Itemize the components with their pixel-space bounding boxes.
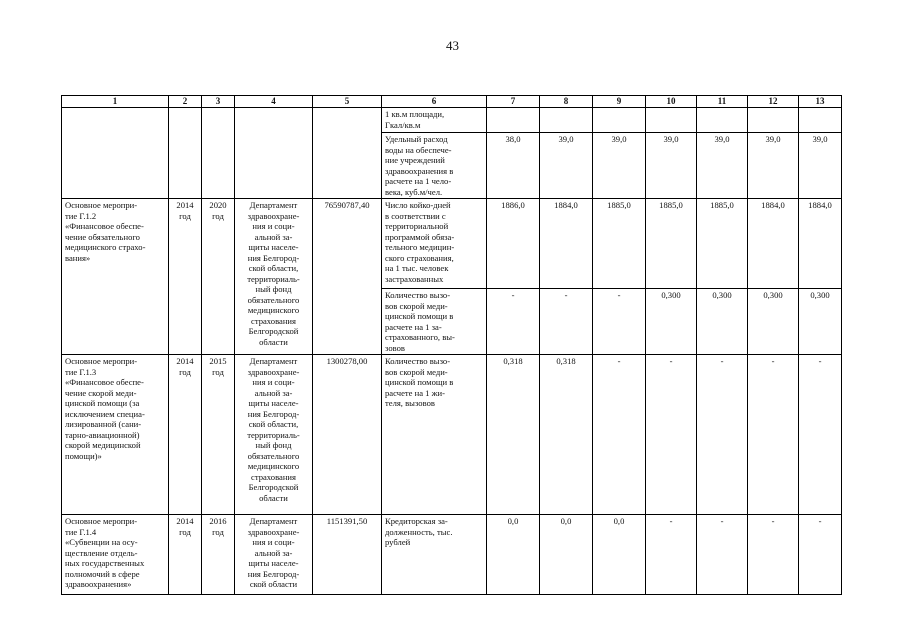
value-cell: -: [593, 289, 646, 355]
header-cell: 5: [313, 96, 382, 108]
value-cell: 39,0: [748, 133, 799, 199]
value-cell: 0,0: [593, 515, 646, 595]
value-cell: -: [697, 355, 748, 515]
start-year-cell: 2014 год: [169, 515, 202, 595]
value-cell: 0,300: [646, 289, 697, 355]
indicator-cell: Число койко-дней в соответствии с территориальной программой обяза- тельного медицин- ского страхования, на 1 тыс. человек застрахованных: [382, 199, 487, 289]
value-cell: 0,0: [540, 515, 593, 595]
header-cell: 11: [697, 96, 748, 108]
value-cell: -: [646, 355, 697, 515]
end-year-cell: 2020 год: [202, 199, 235, 355]
header-cell: 4: [235, 96, 313, 108]
header-row: [62, 96, 842, 108]
end-year-cell: 2016 год: [202, 515, 235, 595]
value-cell: -: [487, 289, 540, 355]
value-cell: [487, 108, 540, 133]
executor-cell: Департамент здравоохране- ния и соци- альной за- щиты населе- ния Белгород- ской области, территориаль- ный фонд обязательного медицинского страхования Белгородской области: [235, 199, 313, 355]
table-row: [62, 199, 842, 289]
value-cell: 1884,0: [540, 199, 593, 289]
value-cell: -: [697, 515, 748, 595]
page-number: 43: [446, 38, 459, 53]
table-row: [62, 515, 842, 595]
amount-cell: 1151391,50: [313, 515, 382, 595]
executor-cell: Департамент здравоохране- ния и соци- альной за- щиты населе- ния Белгород- ской области: [235, 515, 313, 595]
value-cell: 39,0: [593, 133, 646, 199]
value-cell: 39,0: [799, 133, 842, 199]
amount-cell: [313, 108, 382, 199]
executor-cell: [235, 108, 313, 199]
header-cell: 13: [799, 96, 842, 108]
indicator-cell: Кредиторская за- долженность, тыс. рублей: [382, 515, 487, 595]
value-cell: 0,300: [748, 289, 799, 355]
amount-cell: 1300278,00: [313, 355, 382, 515]
header-cell: 8: [540, 96, 593, 108]
value-cell: 0,300: [799, 289, 842, 355]
value-cell: 1884,0: [748, 199, 799, 289]
activity-name-cell: Основное меропри- тие Г.1.2 «Финансовое обеспе- чение обязательного медицинского страхо- вания»: [62, 199, 169, 355]
header-cell: 10: [646, 96, 697, 108]
header-cell: 12: [748, 96, 799, 108]
indicator-cell: Удельный расход воды на обеспече- ние учреждений здравоохранения в расчете на 1 чело- века, куб.м/чел.: [382, 133, 487, 199]
header-cell: 9: [593, 96, 646, 108]
value-cell: -: [799, 355, 842, 515]
indicator-cell: Количество вызо- вов скорой меди- цинской помощи в расчете на 1 за- страхованного, вы- зовов: [382, 289, 487, 355]
value-cell: [646, 108, 697, 133]
header-cell: 6: [382, 96, 487, 108]
value-cell: 1885,0: [697, 199, 748, 289]
activity-name-cell: Основное меропри- тие Г.1.3 «Финансовое обеспе- чение скорой меди- цинской помощи (за исключением специа- лизированной (сани- тарно-авиационной) скорой медицинской помощи)»: [62, 355, 169, 515]
value-cell: -: [799, 515, 842, 595]
value-cell: 39,0: [540, 133, 593, 199]
end-year-cell: [202, 108, 235, 199]
value-cell: 1886,0: [487, 199, 540, 289]
header-cell: 1: [62, 96, 169, 108]
value-cell: [593, 108, 646, 133]
start-year-cell: 2014 год: [169, 355, 202, 515]
value-cell: 39,0: [646, 133, 697, 199]
amount-cell: 76590787,40: [313, 199, 382, 355]
value-cell: -: [748, 355, 799, 515]
value-cell: -: [748, 515, 799, 595]
value-cell: [540, 108, 593, 133]
end-year-cell: 2015 год: [202, 355, 235, 515]
value-cell: -: [646, 515, 697, 595]
activity-name-cell: [62, 108, 169, 199]
table-row: [62, 355, 842, 515]
value-cell: [697, 108, 748, 133]
value-cell: [799, 108, 842, 133]
table-row: [62, 108, 842, 133]
header-cell: 7: [487, 96, 540, 108]
value-cell: 1885,0: [593, 199, 646, 289]
value-cell: 0,318: [487, 355, 540, 515]
start-year-cell: 2014 год: [169, 199, 202, 355]
header-cell: 2: [169, 96, 202, 108]
value-cell: 1885,0: [646, 199, 697, 289]
value-cell: -: [540, 289, 593, 355]
value-cell: -: [593, 355, 646, 515]
value-cell: 0,0: [487, 515, 540, 595]
value-cell: 0,318: [540, 355, 593, 515]
indicator-cell: Количество вызо- вов скорой меди- цинской помощи в расчете на 1 жи- теля, вызовов: [382, 355, 487, 515]
activity-name-cell: Основное меропри- тие Г.1.4 «Субвенции на осу- ществление отдель- ных государственных полномочий в сфере здравоохранения»: [62, 515, 169, 595]
value-cell: 1884,0: [799, 199, 842, 289]
indicator-cell: 1 кв.м площади, Гкал/кв.м: [382, 108, 487, 133]
program-indicators-table: [61, 95, 842, 595]
value-cell: 38,0: [487, 133, 540, 199]
value-cell: [748, 108, 799, 133]
value-cell: 39,0: [697, 133, 748, 199]
header-cell: 3: [202, 96, 235, 108]
value-cell: 0,300: [697, 289, 748, 355]
start-year-cell: [169, 108, 202, 199]
executor-cell: Департамент здравоохране- ния и соци- альной за- щиты населе- ния Белгород- ской области, территориаль- ный фонд обязательного медицинского страхования Белгородской области: [235, 355, 313, 515]
